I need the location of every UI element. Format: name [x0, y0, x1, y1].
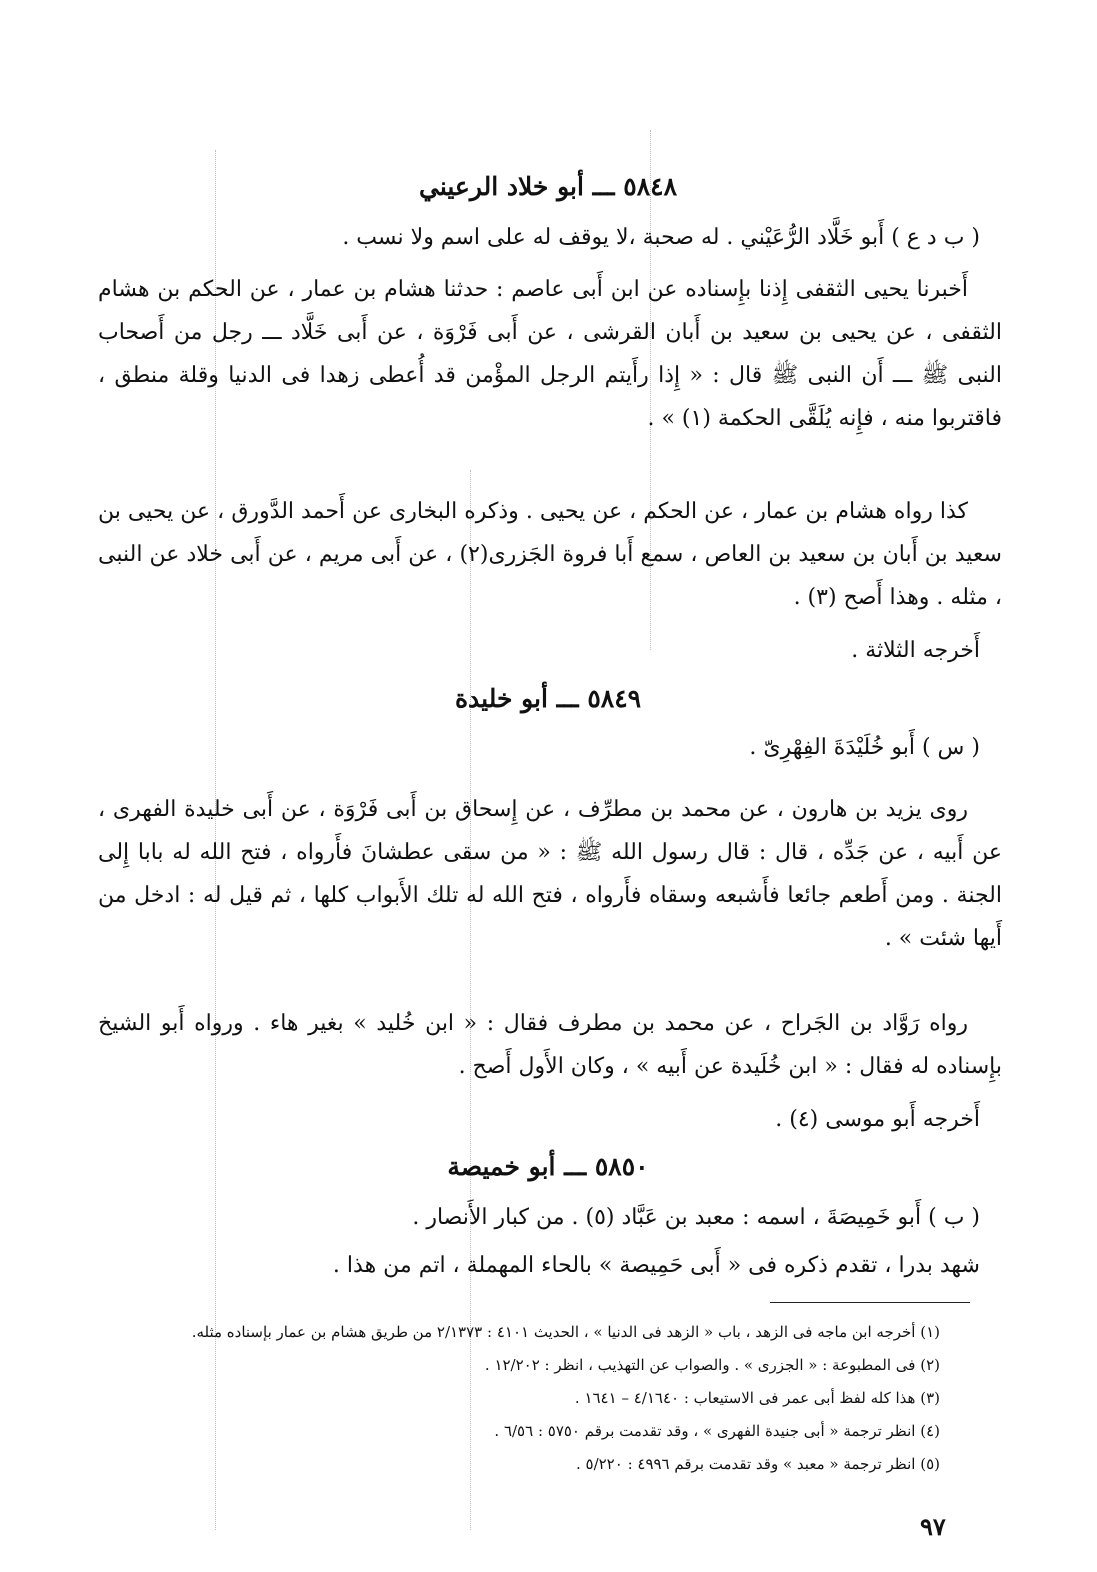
entry-5848-heading: ٥٨٤٨ ـــ أبو خلاد الرعيني	[418, 172, 678, 201]
entry-5848-outro: أَخرجه الثلاثة .	[851, 638, 980, 663]
entry-5849-paragraph-2	[98, 1002, 1002, 1088]
entry-5849-para2: رواه رَوَّاد بن الجَراح ، عن محمد بن مطرف فقال : « ابن خُليد » بغير هاء . ورواه أَبو الشيخ بإِسناده له فقال : « ابن خُلَيدة عن أَبيه » ، وكان الأَول أَصح .	[98, 1011, 1002, 1079]
footnote-2: (٢) فى المطبوعة : « الجزرى » . والصواب عن التهذيب ، انظر : ١٢/٢٠٢ .	[484, 1356, 940, 1374]
footnote-3: (٣) هذا كله لفظ أبى عمر فى الاستيعاب : ٤/١٦٤٠ – ١٦٤١ .	[574, 1389, 940, 1407]
page-number: ٩٧	[920, 1512, 946, 1541]
entry-5849-outro: أَخرجه أَبو موسى (٤) .	[775, 1107, 980, 1132]
entry-5850-heading: ٥٨٥٠ ـــ أبو خميصة	[447, 1152, 649, 1181]
footnote-5: (٥) انظر ترجمة « معبد » وقد تقدمت برقم ٤٩٩٦ : ٥/٢٢٠ .	[575, 1455, 940, 1473]
entry-5848-outro-block	[98, 629, 1002, 672]
entry-5850-intro: ( ب ) أَبو خَمِيصَةَ ، اسمه : معبد بن عَبَّاد (٥) . من كبار الأَنصار .	[412, 1205, 980, 1230]
entry-5849-paragraph-1	[98, 788, 1002, 960]
entry-5848-intro: ( ب د ع ) أَبو خَلَّاد الرُّعَيْني . له صحبة ،لا يوقف له على اسم ولا نسب .	[342, 225, 980, 250]
entry-5850-paragraph-1	[98, 1244, 1002, 1287]
entry-5849-heading: ٥٨٤٩ ـــ أبو خليدة	[454, 684, 642, 713]
entry-5849-intro-block	[98, 726, 1002, 769]
entry-5849-para1: روى يزيد بن هارون ، عن محمد بن مطرِّف ، عن إِسحاق بن أَبى فَرْوَة ، عن أَبى خليدة الفهرى ، عن أَبيه ، عن جَدِّه ، قال : قال رسول الله ﷺ : « من سقى عطشانَ فأَرواه ، فتح الله له بابا إِلى الجنة . ومن أَطعم جائعا فأَشبعه وسقاه فأَرواه ، فتح الله له تلك الأَبواب كلها ، ثم قيل له : ادخل من أَيها شئت » .	[98, 797, 1002, 951]
entry-5848-para1: أَخبرنا يحيى الثقفى إِذنا بإِسناده عن ابن أَبى عاصم : حدثنا هشام بن عمار ، عن الحكم بن هشام الثقفى ، عن يحيى بن سعيد بن أَبان القرشى ، عن أَبى فَرْوَة ، عن أَبى خَلَّاد ـــ رجل من أَصحاب النبى ﷺ ـــ أَن النبى ﷺ قال : « إِذا رأَيتم الرجل المؤْمن قد أُعطى زهدا فى الدنيا وقلة منطق ، فاقتربوا منه ، فإِنه يُلَقَّى الحكمة (١) » .	[98, 277, 1002, 431]
entry-5850-intro-block	[98, 1196, 1002, 1239]
entry-5848-body	[98, 216, 1002, 259]
footnote-separator	[770, 1302, 970, 1303]
entry-5850-para1: شهد بدرا ، تقدم ذكره فى « أَبى حَمِيصة » بالحاء المهملة ، اتم من هذا .	[332, 1253, 980, 1278]
entry-5848-para2: كذا رواه هشام بن عمار ، عن الحكم ، عن يحيى . وذكره البخارى عن أَحمد الدَّورق ، عن يحيى بن سعيد بن أَبان بن سعيد بن العاص ، سمع أَبا فروة الجَزرى(٢) ، عن أَبى مريم ، عن أَبى خلاد عن النبى ، مثله . وهذا أَصح (٣) .	[98, 499, 1002, 610]
footnote-1: (١) أخرجه ابن ماجه فى الزهد ، باب « الزهد فى الدنيا » ، الحديث ٤١٠١ : ٢/١٣٧٣ من طريق هشام بن عمار بإسناده مثله.	[191, 1323, 940, 1341]
entry-5848-paragraph-2	[98, 490, 1002, 619]
footnote-4: (٤) انظر ترجمة « أبى جنيدة الفهرى » ، وقد تقدمت برقم ٥٧٥٠ : ٦/٥٦ .	[494, 1422, 940, 1440]
entry-5849-intro: ( س ) أَبو خُلَيْدَةَ الفِهْرِىّ .	[749, 735, 980, 760]
entry-5848-paragraph-1	[98, 268, 1002, 440]
entry-5849-outro-block	[98, 1098, 1002, 1141]
